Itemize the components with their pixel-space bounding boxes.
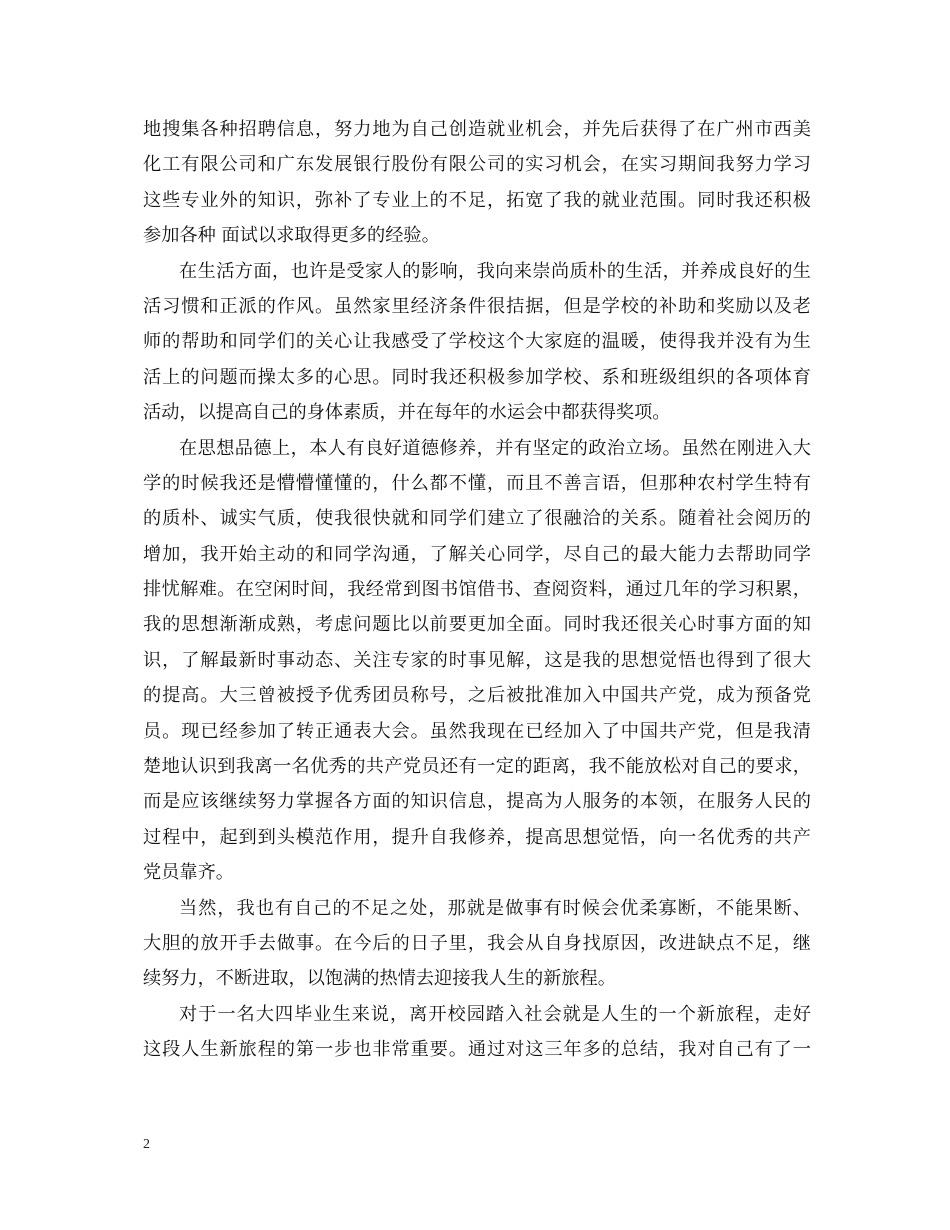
text-line: 我的思想渐渐成熟，考虑问题比以前要更加全面。同时我还很关心时事方面的知: [143, 614, 811, 636]
text-line: 活习惯和正派的作风。虽然家里经济条件很拮据，但是学校的补助和奖励以及老: [143, 295, 811, 317]
text-line: 师的帮助和同学们的关心让我感受了学校这个大家庭的温暖，使得我并没有为生: [143, 331, 811, 353]
text-line: 这些专业外的知识，弥补了专业上的不足，拓宽了我的就业范围。同时我还积极: [143, 189, 811, 211]
page-number: 2: [143, 1137, 150, 1152]
paragraph-first-line: 当然，我也有自己的不足之处，那就是做事有时候会优柔寡断，不能果断、: [179, 897, 811, 919]
text-line: 这段人生新旅程的第一步也非常重要。通过对这三年多的总结，我对自己有了一: [143, 1039, 811, 1061]
text-line: 的质朴、诚实气质，使我很快就和同学们建立了很融洽的关系。随着社会阅历的: [143, 508, 811, 530]
paragraph-first-line: 在思想品德上，本人有良好道德修养，并有坚定的政治立场。虽然在刚进入大: [179, 437, 811, 459]
text-line: 过程中，起到到头模范作用，提升自我修养，提高思想觉悟，向一名优秀的共产: [143, 826, 811, 848]
text-line: 地搜集各种招聘信息，努力地为自己创造就业机会，并先后获得了在广州市西美: [143, 119, 811, 140]
text-line: 续努力，不断进取，以饱满的热情去迎接我人生的新旅程。: [143, 968, 616, 990]
text-line: 识，了解最新时事动态、关注专家的时事见解，这是我的思想觉悟也得到了很大: [143, 649, 811, 671]
text-line: 而是应该继续努力掌握各方面的知识信息，提高为人服务的本领，在服务人民的: [143, 791, 811, 813]
document-body: [143, 112, 811, 1068]
text-line: 员。现已经参加了转正通表大会。虽然我现在已经加入了中国共产党，但是我清: [143, 720, 811, 742]
text-line: 参加各种 面试以求取得更多的经验。: [143, 225, 440, 247]
paragraph-first-line: 在生活方面，也许是受家人的影响，我向来崇尚质朴的生活，并养成良好的生: [179, 260, 811, 282]
text-line: 活上的问题而操太多的心思。同时我还积极参加学校、系和班级组织的各项体育: [143, 366, 811, 388]
text-line: 党员靠齐。: [143, 862, 234, 884]
text-line: 楚地认识到我离一名优秀的共产党员还有一定的距离，我不能放松对自己的要求，: [143, 756, 811, 778]
text-line: 增加，我开始主动的和同学沟通，了解关心同学，尽自己的最大能力去帮助同学: [143, 543, 811, 565]
text-line: 大胆的放开手去做事。在今后的日子里，我会从自身找原因，改进缺点不足，继: [143, 932, 811, 954]
text-line: 的提高。大三曾被授予优秀团员称号，之后被批准加入中国共产党，成为预备党: [143, 685, 811, 707]
text-line: 化工有限公司和广东发展银行股份有限公司的实习机会，在实习期间我努力学习: [143, 154, 811, 176]
paragraph-first-line: 对于一名大四毕业生来说，离开校园踏入社会就是人生的一个新旅程，走好: [179, 1003, 811, 1025]
text-line: 排忧解难。在空闲时间，我经常到图书馆借书、查阅资料，通过几年的学习积累，: [143, 579, 811, 601]
text-line: 活动，以提高自己的身体素质，并在每年的水运会中都获得奖项。: [143, 402, 671, 424]
text-line: 学的时候我还是懵懵懂懂的，什么都不懂，而且不善言语，但那种农村学生特有: [143, 472, 811, 494]
